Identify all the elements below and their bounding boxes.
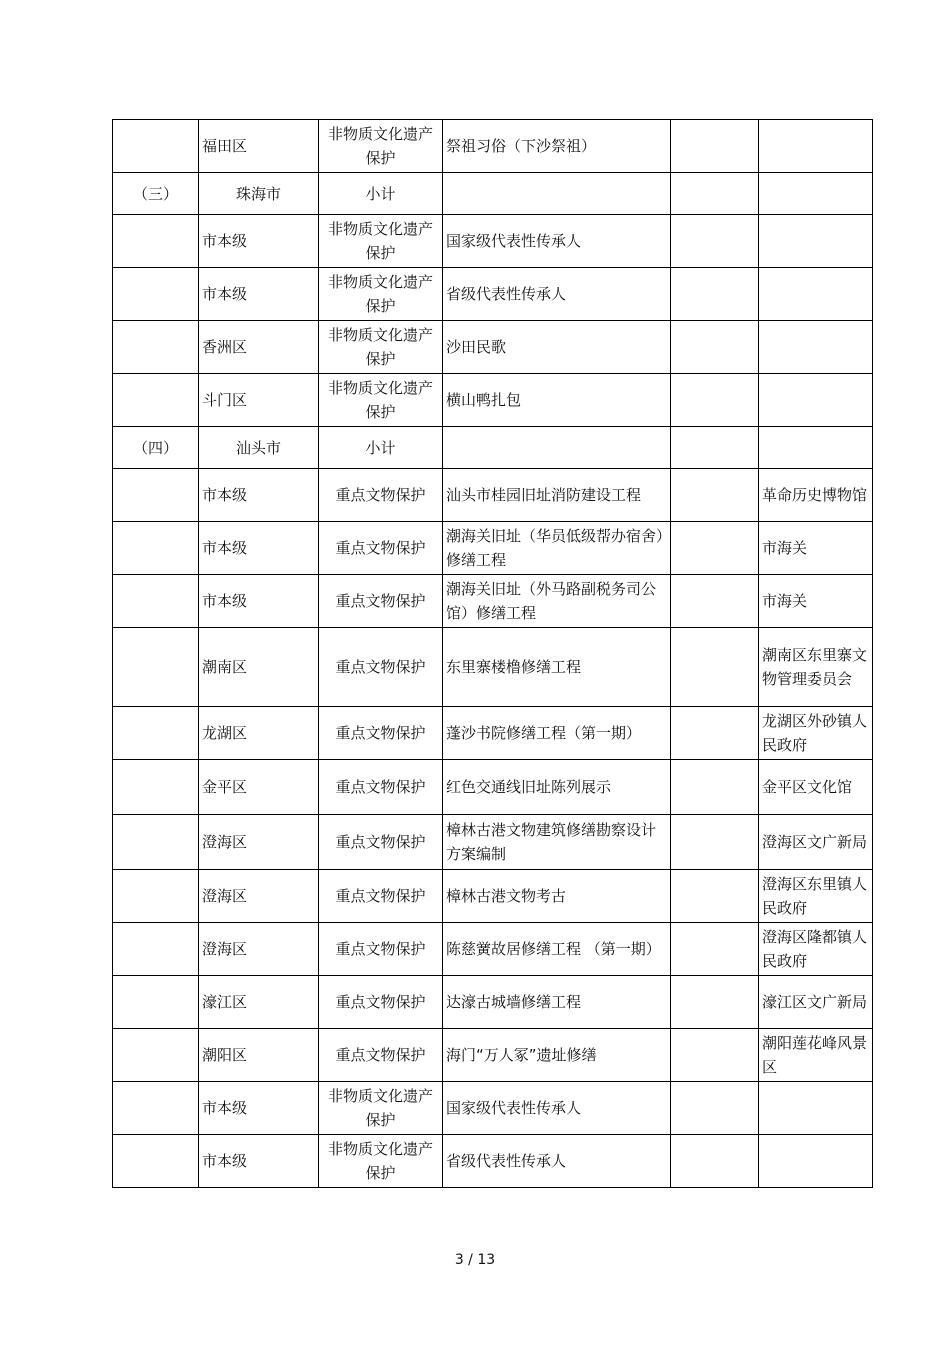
cell-c2: 金平区 <box>199 760 319 815</box>
cell-c4 <box>443 173 671 215</box>
cell-c5 <box>671 1135 759 1188</box>
table-row <box>113 923 873 976</box>
cell-c4: 陈慈黉故居修缮工程 （第一期） <box>443 923 671 976</box>
cell-c1 <box>113 1029 199 1082</box>
cell-c4: 海门“万人冢”遗址修缮 <box>443 1029 671 1082</box>
cell-c2: 市本级 <box>199 575 319 628</box>
table-row <box>113 976 873 1029</box>
cell-c2: 澄海区 <box>199 923 319 976</box>
cell-c6: 金平区文化馆 <box>759 760 873 815</box>
cell-c3: 小计 <box>319 427 443 469</box>
cell-c6 <box>759 321 873 374</box>
cell-c6 <box>759 374 873 427</box>
cell-c5 <box>671 427 759 469</box>
cell-c1 <box>113 522 199 575</box>
cell-c2: 龙湖区 <box>199 707 319 760</box>
table-row <box>113 268 873 321</box>
cell-c3: 重点文物保护 <box>319 1029 443 1082</box>
cell-c2: 潮阳区 <box>199 1029 319 1082</box>
table-row <box>113 707 873 760</box>
cell-c4: 横山鸭扎包 <box>443 374 671 427</box>
cell-c2: 市本级 <box>199 1135 319 1188</box>
cell-c3: 小计 <box>319 173 443 215</box>
cell-c4: 达濠古城墙修缮工程 <box>443 976 671 1029</box>
cell-c6: 澄海区东里镇人民政府 <box>759 870 873 923</box>
cell-c5 <box>671 1029 759 1082</box>
cell-c2: 香洲区 <box>199 321 319 374</box>
cell-c3: 非物质文化遗产保护 <box>319 1135 443 1188</box>
cell-c6 <box>759 427 873 469</box>
cell-c5 <box>671 575 759 628</box>
cell-c1: （四） <box>113 427 199 469</box>
cell-c3: 重点文物保护 <box>319 760 443 815</box>
cell-c5 <box>671 215 759 268</box>
cell-c1 <box>113 1082 199 1135</box>
project-table <box>112 119 873 1188</box>
cell-c4: 蓬沙书院修缮工程（第一期） <box>443 707 671 760</box>
cell-c2: 濠江区 <box>199 976 319 1029</box>
cell-c3: 非物质文化遗产保护 <box>319 1082 443 1135</box>
cell-c3: 重点文物保护 <box>319 870 443 923</box>
cell-c2: 市本级 <box>199 469 319 522</box>
cell-c1 <box>113 120 199 173</box>
cell-c2: 潮南区 <box>199 628 319 707</box>
cell-c6 <box>759 1082 873 1135</box>
cell-c3: 非物质文化遗产保护 <box>319 268 443 321</box>
cell-c6: 澄海区文广新局 <box>759 815 873 870</box>
cell-c6: 市海关 <box>759 575 873 628</box>
cell-c1 <box>113 976 199 1029</box>
cell-c6 <box>759 215 873 268</box>
cell-c5 <box>671 173 759 215</box>
cell-c3: 非物质文化遗产保护 <box>319 374 443 427</box>
cell-c2: 市本级 <box>199 522 319 575</box>
table-row <box>113 760 873 815</box>
table-row <box>113 215 873 268</box>
cell-c2: 斗门区 <box>199 374 319 427</box>
cell-c6 <box>759 268 873 321</box>
cell-c3: 重点文物保护 <box>319 815 443 870</box>
cell-c2: 市本级 <box>199 1082 319 1135</box>
cell-c2: 市本级 <box>199 215 319 268</box>
table-row <box>113 173 873 215</box>
cell-c2: 汕头市 <box>199 427 319 469</box>
cell-c3: 重点文物保护 <box>319 976 443 1029</box>
cell-c4: 省级代表性传承人 <box>443 268 671 321</box>
cell-c4: 樟林古港文物考古 <box>443 870 671 923</box>
cell-c6: 濠江区文广新局 <box>759 976 873 1029</box>
cell-c6: 市海关 <box>759 522 873 575</box>
cell-c3: 非物质文化遗产保护 <box>319 215 443 268</box>
cell-c3: 重点文物保护 <box>319 469 443 522</box>
cell-c5 <box>671 870 759 923</box>
cell-c1 <box>113 1135 199 1188</box>
cell-c1 <box>113 870 199 923</box>
cell-c1 <box>113 469 199 522</box>
table-row <box>113 870 873 923</box>
cell-c4: 东里寨楼橹修缮工程 <box>443 628 671 707</box>
table-row <box>113 1135 873 1188</box>
cell-c6: 潮阳莲花峰风景区 <box>759 1029 873 1082</box>
table-row <box>113 1082 873 1135</box>
cell-c6: 潮南区东里寨文物管理委员会 <box>759 628 873 707</box>
cell-c5 <box>671 321 759 374</box>
cell-c4: 沙田民歌 <box>443 321 671 374</box>
cell-c6 <box>759 173 873 215</box>
cell-c3: 重点文物保护 <box>319 575 443 628</box>
cell-c3: 重点文物保护 <box>319 628 443 707</box>
cell-c1 <box>113 707 199 760</box>
cell-c6: 龙湖区外砂镇人民政府 <box>759 707 873 760</box>
table-row <box>113 120 873 173</box>
cell-c5 <box>671 760 759 815</box>
cell-c1 <box>113 268 199 321</box>
cell-c2: 澄海区 <box>199 870 319 923</box>
cell-c3: 非物质文化遗产保护 <box>319 321 443 374</box>
cell-c5 <box>671 707 759 760</box>
table-row <box>113 575 873 628</box>
cell-c1: （三） <box>113 173 199 215</box>
cell-c4 <box>443 427 671 469</box>
table-row <box>113 815 873 870</box>
table-row <box>113 522 873 575</box>
cell-c5 <box>671 923 759 976</box>
cell-c2: 澄海区 <box>199 815 319 870</box>
cell-c4: 国家级代表性传承人 <box>443 215 671 268</box>
table-row <box>113 321 873 374</box>
cell-c5 <box>671 815 759 870</box>
cell-c3: 重点文物保护 <box>319 522 443 575</box>
table-row <box>113 1029 873 1082</box>
cell-c4: 樟林古港文物建筑修缮勘察设计方案编制 <box>443 815 671 870</box>
table-row <box>113 628 873 707</box>
cell-c5 <box>671 120 759 173</box>
cell-c2: 市本级 <box>199 268 319 321</box>
cell-c1 <box>113 575 199 628</box>
cell-c4: 祭祖习俗（下沙祭祖） <box>443 120 671 173</box>
cell-c5 <box>671 1082 759 1135</box>
cell-c6 <box>759 1135 873 1188</box>
cell-c1 <box>113 374 199 427</box>
page-number: 3 / 13 <box>454 1252 496 1268</box>
cell-c1 <box>113 815 199 870</box>
cell-c6: 澄海区隆都镇人民政府 <box>759 923 873 976</box>
cell-c5 <box>671 522 759 575</box>
cell-c1 <box>113 215 199 268</box>
cell-c4: 汕头市桂园旧址消防建设工程 <box>443 469 671 522</box>
cell-c3: 非物质文化遗产保护 <box>319 120 443 173</box>
cell-c4: 国家级代表性传承人 <box>443 1082 671 1135</box>
cell-c6: 革命历史博物馆 <box>759 469 873 522</box>
cell-c1 <box>113 923 199 976</box>
cell-c3: 重点文物保护 <box>319 923 443 976</box>
cell-c1 <box>113 760 199 815</box>
cell-c5 <box>671 469 759 522</box>
cell-c2: 福田区 <box>199 120 319 173</box>
cell-c1 <box>113 628 199 707</box>
cell-c4: 省级代表性传承人 <box>443 1135 671 1188</box>
cell-c3: 重点文物保护 <box>319 707 443 760</box>
cell-c5 <box>671 268 759 321</box>
cell-c4: 潮海关旧址（华员低级帮办宿舍）修缮工程 <box>443 522 671 575</box>
cell-c5 <box>671 976 759 1029</box>
cell-c5 <box>671 374 759 427</box>
table-row <box>113 374 873 427</box>
table-row <box>113 427 873 469</box>
cell-c6 <box>759 120 873 173</box>
cell-c5 <box>671 628 759 707</box>
cell-c1 <box>113 321 199 374</box>
cell-c4: 红色交通线旧址陈列展示 <box>443 760 671 815</box>
cell-c4: 潮海关旧址（外马路副税务司公馆）修缮工程 <box>443 575 671 628</box>
table-row <box>113 469 873 522</box>
cell-c2: 珠海市 <box>199 173 319 215</box>
